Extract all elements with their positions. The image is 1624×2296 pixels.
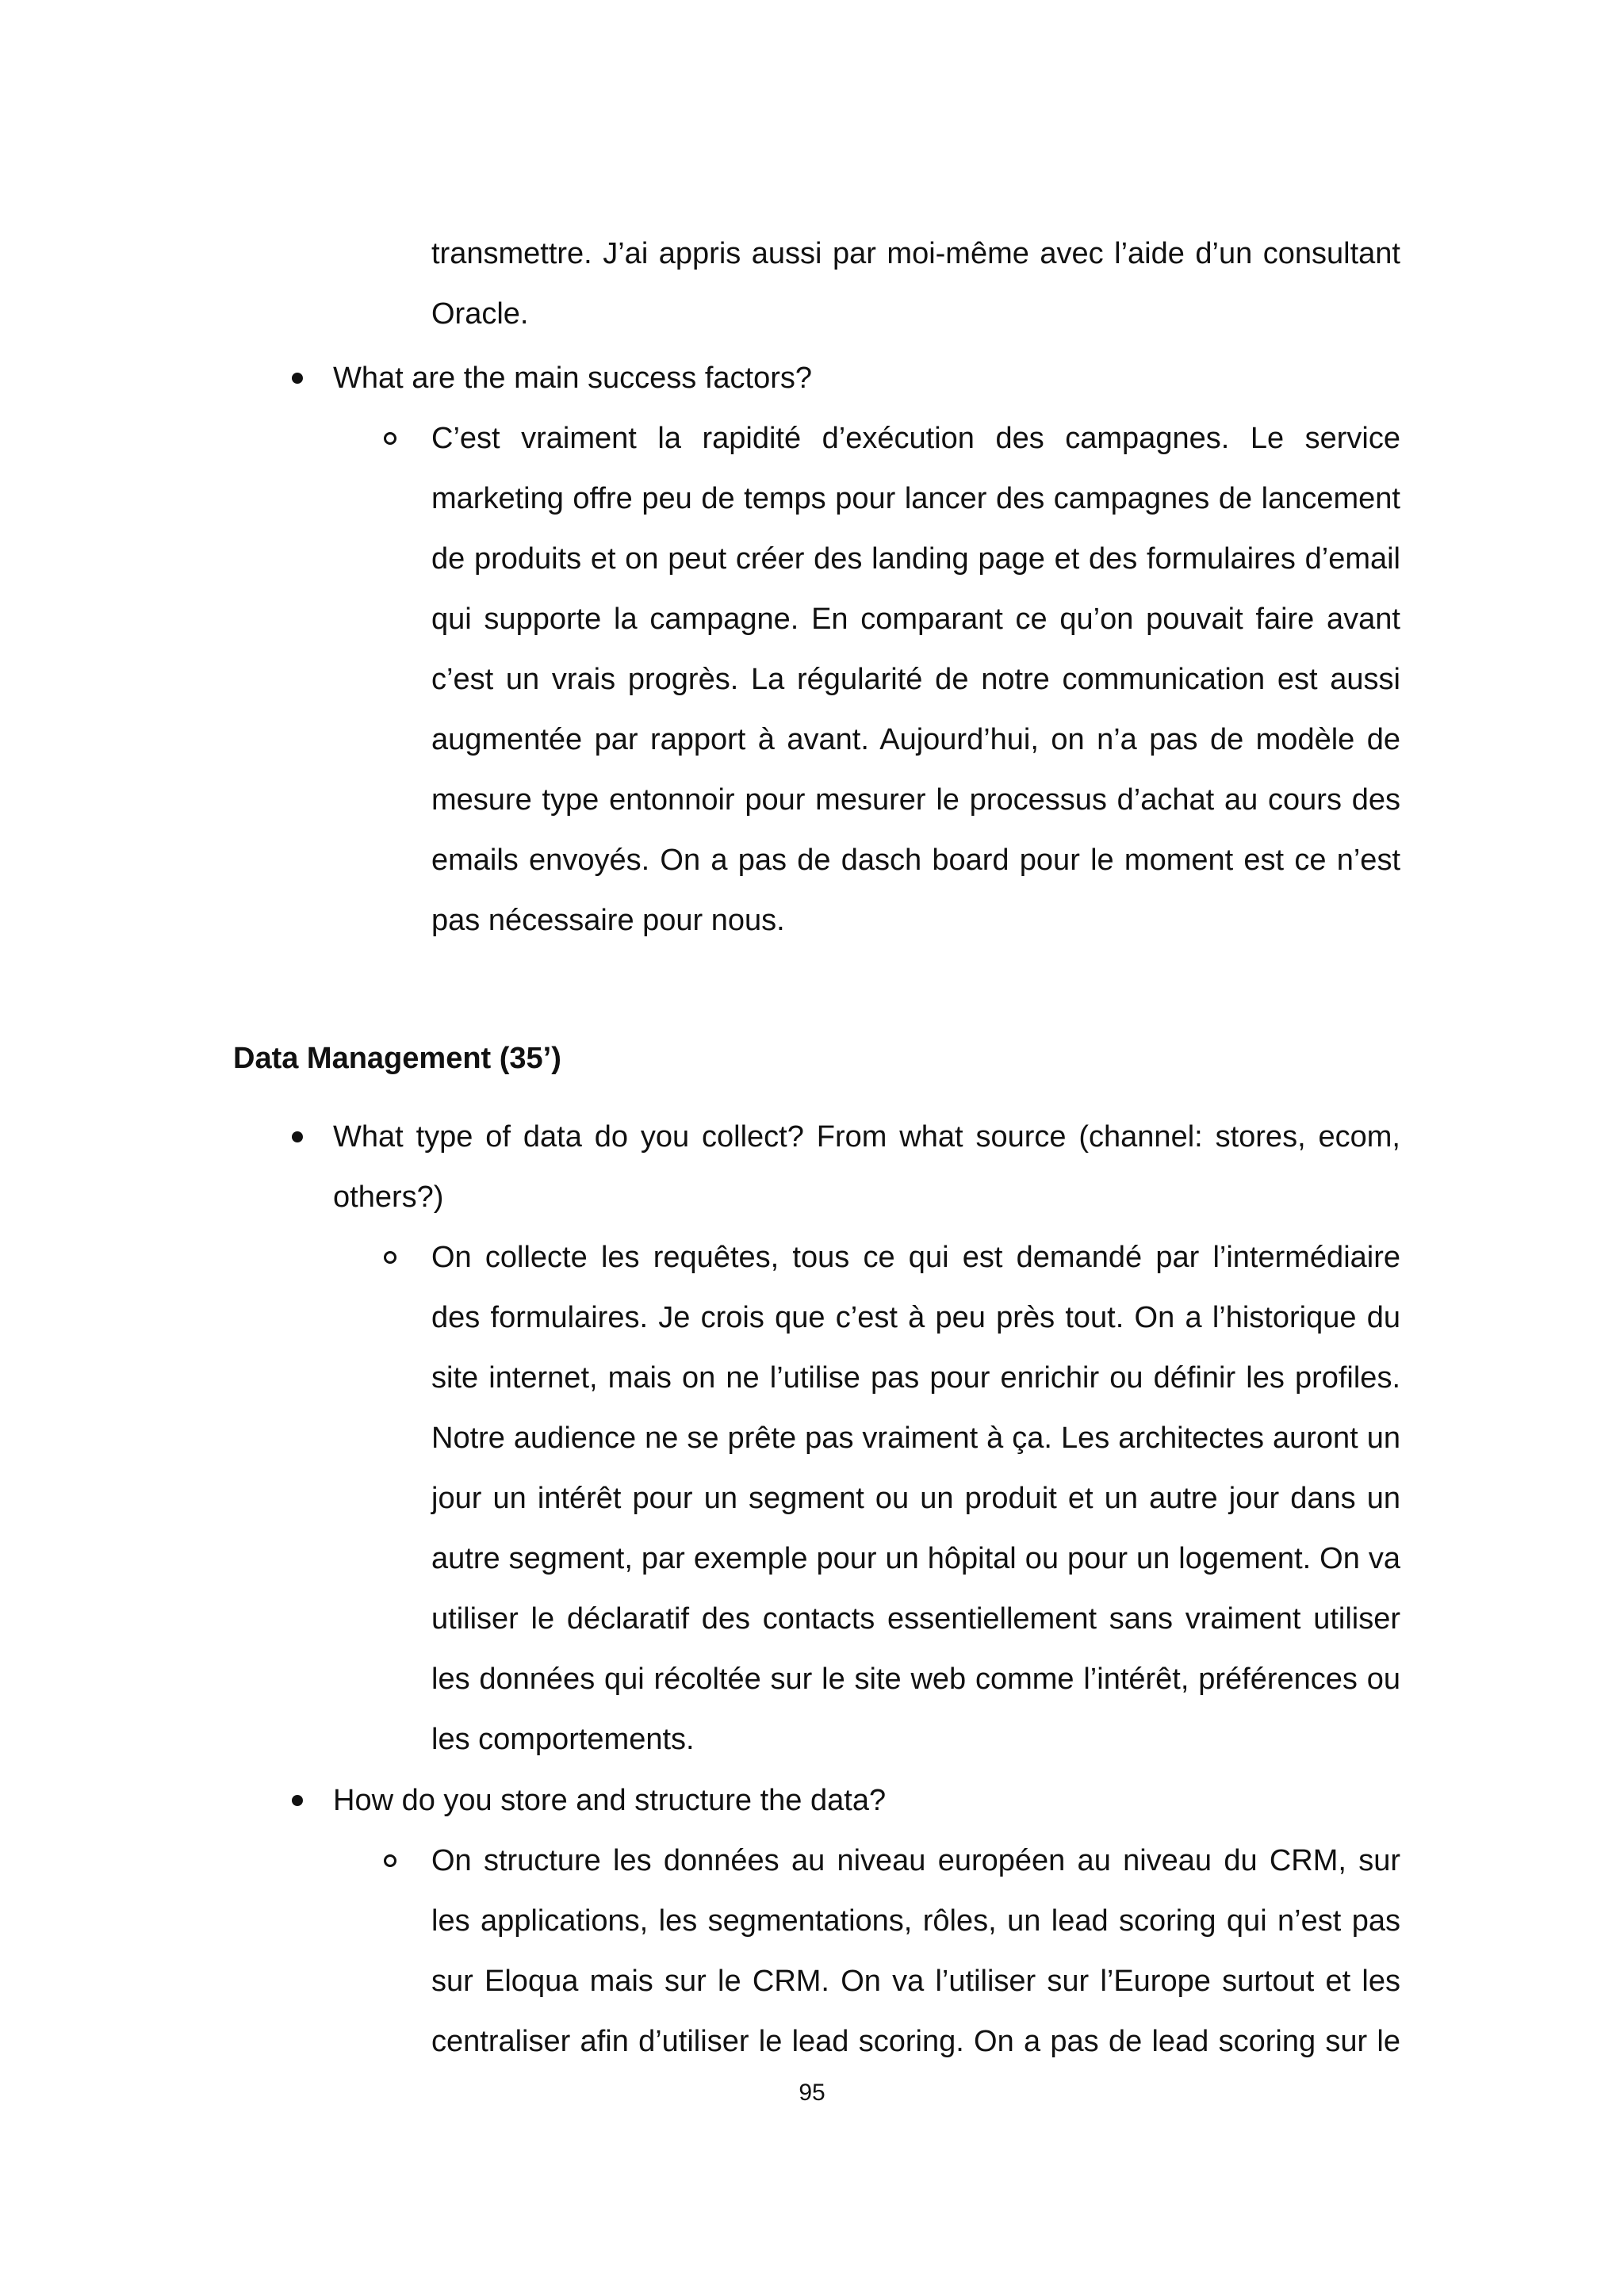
sub-bullet-icon <box>384 432 396 445</box>
continuation-paragraph: transmettre. J’ai appris aussi par moi-même avec l’aide d’un consultant Oracle. <box>431 237 1400 331</box>
question-data-types: What type of data do you collect? From what source (channel: stores, ecom, others?) <box>333 1120 1400 1214</box>
bullet-icon <box>292 373 303 384</box>
bullet-icon <box>292 1795 303 1806</box>
question-success-factors: What are the main success factors? <box>333 362 813 395</box>
answer-data-types: On collecte les requêtes, tous ce qui est demandé par l’intermédiaire des formulaires. Je crois que c’est à peu près tout. On a l’historique du site internet, mais on ne l’utilise pas pour enrichir ou définir les profiles. Notre audience ne se prête pas vraiment à ça. Les architectes auront un jour un intérêt pour un segment ou un produit et un autre jour dans un autre segment, par exemple pour un hôpital ou pour un logement. On va utiliser le déclaratif des contacts essentiellement sans vraiment utiliser les données qui récoltée sur le site web comme l’intérêt, préférences ou les comportements. <box>431 1241 1400 1756</box>
answer-success-factors: C’est vraiment la rapidité d’exécution des campagnes. Le service marketing offre peu de temps pour lancer des campagnes de lancement de produits et on peut créer des landing page et des formulaires d’email qui supporte la campagne. En comparant ce qu’on pouvait faire avant c’est un vrais progrès. La régularité de notre communication est aussi augmentée par rapport à avant. Aujourd’hui, on n’a pas de modèle de mesure type entonnoir pour mesurer le processus d’achat au cours des emails envoyés. On a pas de dasch board pour le moment est ce n’est pas nécessaire pour nous. <box>431 422 1400 937</box>
section-heading-data-management: Data Management (35’) <box>233 1042 561 1075</box>
sub-bullet-icon <box>384 1251 396 1264</box>
bullet-icon <box>292 1131 303 1142</box>
question-store-structure: How do you store and structure the data? <box>333 1784 887 1817</box>
page-number: 95 <box>799 2080 825 2106</box>
sub-bullet-icon <box>384 1854 396 1867</box>
answer-store-structure: On structure les données au niveau européen au niveau du CRM, sur les applications, les segmentations, rôles, un lead scoring qui n’est pas sur Eloqua mais sur le CRM. On va l’utiliser sur l’Europe surtout et les centraliser afin d’utiliser le lead scoring. On a pas de lead scoring sur le <box>431 1844 1400 2058</box>
